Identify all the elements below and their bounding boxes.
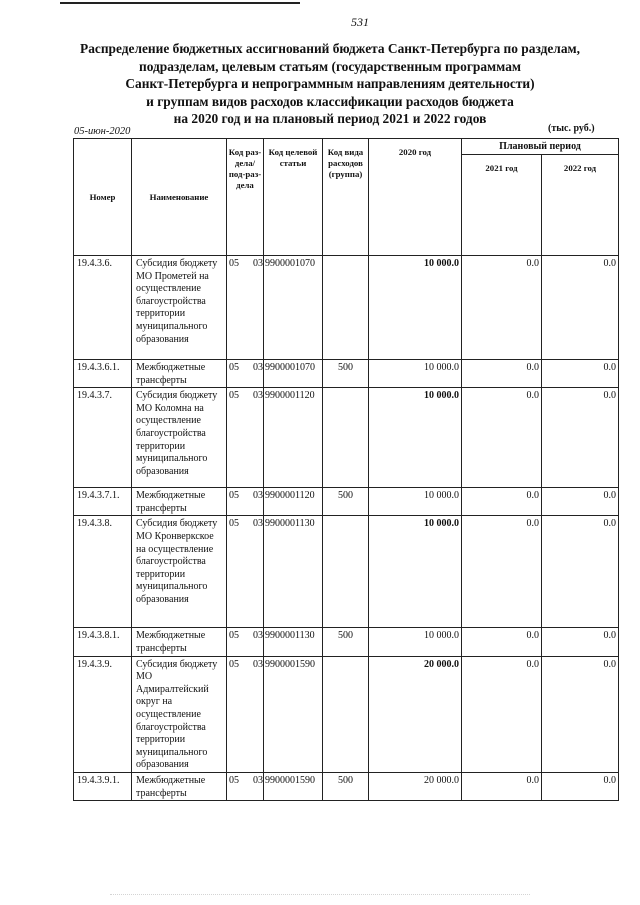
subsection-code: 03: [253, 658, 263, 670]
title-line-1: Распределение бюджетных ассигнований бюджета Санкт-Петербурга по разделам,: [80, 41, 580, 56]
row-type-code: 500: [323, 628, 369, 656]
subsection-code: 03: [253, 390, 263, 402]
table-row: [74, 488, 619, 516]
row-amount-2022: 0.0: [542, 656, 619, 772]
top-rule: [60, 2, 300, 4]
header-2021: 2021 год: [462, 155, 542, 256]
title-line-4: и группам видов расходов классификации расходов бюджета: [146, 93, 514, 109]
row-name: Межбюджетные трансферты: [132, 360, 227, 388]
row-number: 19.4.3.6.1.: [74, 360, 132, 388]
subsection-code: 03: [253, 774, 263, 786]
row-name: Межбюджетные трансферты: [132, 488, 227, 516]
section-code: 05: [229, 258, 239, 269]
row-type-code: 500: [323, 772, 369, 800]
row-name: Субсидия бюджету МО Кронверкское на осуществление благоустройства территории муниципального образования: [132, 516, 227, 628]
row-amount-2021: 0.0: [462, 388, 542, 488]
subsection-code: 03: [253, 630, 263, 642]
row-amount-2021: 0.0: [462, 360, 542, 388]
row-amount-2021: 0.0: [462, 772, 542, 800]
row-amount-2022: 0.0: [542, 256, 619, 360]
row-section-code: [227, 388, 264, 488]
header-2020: 2020 год: [369, 139, 462, 256]
section-code: 05: [229, 630, 239, 642]
section-code: 05: [229, 390, 239, 402]
title-line-2: подразделам, целевым статьям (государственным программам: [138, 58, 522, 74]
scan-artifact: [110, 894, 530, 901]
table-row: [74, 360, 619, 388]
table-row: [74, 656, 619, 772]
row-amount-2020: 10 000.0: [369, 516, 462, 628]
row-name: Субсидия бюджету МО Прометей на осуществление благоустройства территории муниципального образования: [132, 256, 227, 360]
title-line-5: на 2020 год и на плановый период 2021 и 2022 годов: [173, 111, 487, 127]
row-number: 19.4.3.9.: [74, 656, 132, 772]
row-number: 19.4.3.6.: [74, 256, 132, 360]
section-code: 05: [229, 774, 239, 786]
row-type-code: [323, 256, 369, 360]
row-amount-2020: 10 000.0: [369, 256, 462, 360]
subsection-code: 03: [253, 258, 263, 269]
row-target-code: 9900001130: [264, 628, 323, 656]
row-target-code: 9900001070: [264, 360, 323, 388]
row-section-code: [227, 488, 264, 516]
row-name: Межбюджетные трансферты: [132, 628, 227, 656]
row-target-code: 9900001120: [264, 488, 323, 516]
row-amount-2021: 0.0: [462, 488, 542, 516]
subsection-code: 03: [253, 490, 263, 502]
table-row: [74, 516, 619, 628]
row-amount-2022: 0.0: [542, 516, 619, 628]
header-number: Номер: [74, 139, 132, 256]
units-label: (тыс. руб.): [548, 123, 595, 134]
row-amount-2020: 10 000.0: [369, 360, 462, 388]
title-line-3: Санкт-Петербурга и непрограммным направлениям деятельности): [125, 76, 535, 92]
row-section-code: [227, 256, 264, 360]
row-type-code: [323, 516, 369, 628]
row-amount-2020: 10 000.0: [369, 388, 462, 488]
table-row: [74, 772, 619, 800]
row-amount-2022: 0.0: [542, 628, 619, 656]
row-amount-2022: 0.0: [542, 772, 619, 800]
row-name: Субсидия бюджету МО Коломна на осуществление благоустройства территории муниципального образования: [132, 388, 227, 488]
table-row: [74, 388, 619, 488]
row-section-code: [227, 628, 264, 656]
table-row: [74, 256, 619, 360]
row-type-code: 500: [323, 360, 369, 388]
row-amount-2020: 20 000.0: [369, 772, 462, 800]
header-plan-period: Плановый период: [462, 139, 619, 155]
document-title: [70, 40, 590, 128]
row-number: 19.4.3.8.: [74, 516, 132, 628]
row-target-code: 9900001590: [264, 656, 323, 772]
subsection-code: 03: [253, 362, 263, 373]
section-code: 05: [229, 362, 239, 373]
row-type-code: [323, 388, 369, 488]
row-amount-2022: 0.0: [542, 388, 619, 488]
row-section-code: [227, 656, 264, 772]
row-name: Межбюджетные трансферты: [132, 772, 227, 800]
row-amount-2020: 10 000.0: [369, 628, 462, 656]
row-number: 19.4.3.7.: [74, 388, 132, 488]
row-amount-2021: 0.0: [462, 656, 542, 772]
row-target-code: 9900001120: [264, 388, 323, 488]
row-number: 19.4.3.7.1.: [74, 488, 132, 516]
section-code: 05: [229, 518, 239, 530]
header-type: Код вида расходов (группа): [323, 139, 369, 256]
header-name: Наименование: [132, 139, 227, 256]
row-section-code: [227, 516, 264, 628]
header-section: Код раз-дела/ под-раз-дела: [227, 139, 264, 256]
row-type-code: 500: [323, 488, 369, 516]
header-target: Код целевой статьи: [264, 139, 323, 256]
row-name: Субсидия бюджету МО Адмиралтейский округ на осуществление благоустройства территории муниципального образования: [132, 656, 227, 772]
row-amount-2021: 0.0: [462, 256, 542, 360]
budget-table: [73, 138, 619, 801]
row-number: 19.4.3.8.1.: [74, 628, 132, 656]
row-target-code: 9900001070: [264, 256, 323, 360]
row-section-code: [227, 360, 264, 388]
row-amount-2022: 0.0: [542, 488, 619, 516]
row-target-code: 9900001130: [264, 516, 323, 628]
row-type-code: [323, 656, 369, 772]
row-number: 19.4.3.9.1.: [74, 772, 132, 800]
section-code: 05: [229, 658, 239, 670]
row-amount-2020: 10 000.0: [369, 488, 462, 516]
table-row: [74, 628, 619, 656]
section-code: 05: [229, 490, 239, 502]
row-section-code: [227, 772, 264, 800]
row-amount-2021: 0.0: [462, 516, 542, 628]
header-2022: 2022 год: [542, 155, 619, 256]
page-number: 531: [351, 15, 369, 29]
row-amount-2022: 0.0: [542, 360, 619, 388]
row-amount-2021: 0.0: [462, 628, 542, 656]
row-target-code: 9900001590: [264, 772, 323, 800]
document-date: 05-июн-2020: [74, 126, 131, 137]
row-amount-2020: 20 000.0: [369, 656, 462, 772]
subsection-code: 03: [253, 518, 263, 530]
